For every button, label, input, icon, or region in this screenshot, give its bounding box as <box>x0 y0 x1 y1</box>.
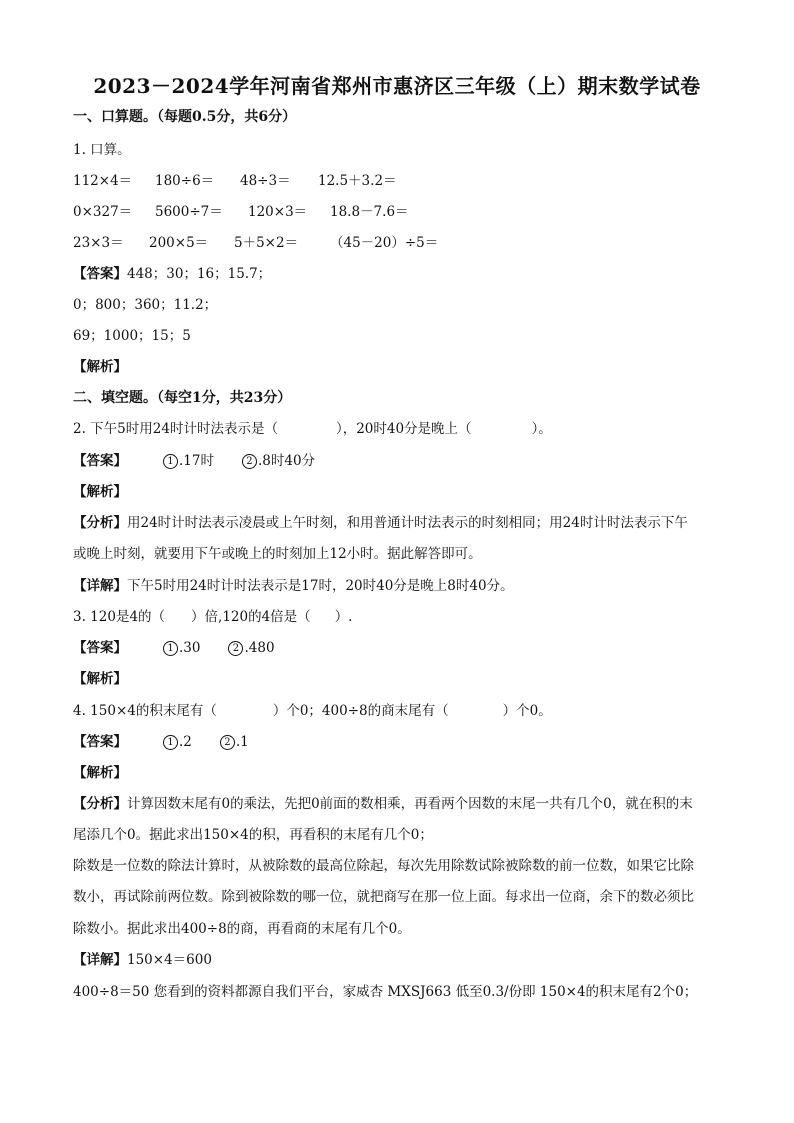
answer-option: .2 <box>179 734 192 750</box>
circled-number: 1 <box>163 454 178 469</box>
q2-stem-part: ）。 <box>531 421 552 437</box>
q2-fenxi-line-1 <box>73 514 688 532</box>
calc-item: 0×327＝ <box>73 204 133 220</box>
calc-item: 200×5＝ <box>149 235 209 251</box>
q3-stem <box>73 608 352 626</box>
q4-fenxi-line-2: 尾添几个0。据此求出150×4的积，再看积的末尾有几个0； <box>73 827 433 843</box>
circled-number: 1 <box>163 641 178 656</box>
answer-option: .480 <box>244 640 275 656</box>
q1-calc-row-2 <box>73 203 409 221</box>
q3-analysis-label: 【解析】 <box>73 671 127 687</box>
fenxi-text: 用24时计时法表示凌晨或上午时刻，和用普通计时法表示的时刻相同；用24时计时法表示下午 <box>127 515 688 531</box>
q4-stem <box>73 702 552 720</box>
fenxi-label: 【分析】 <box>73 515 127 531</box>
q4-stem-part: 4. 150×4的积末尾有（ <box>73 703 217 719</box>
calc-item: 5＋5×2＝ <box>234 235 299 251</box>
section-1-heading: 一、口算题。（每题0.5分，共6分） <box>73 109 297 125</box>
xiangjie-label: 【详解】 <box>73 952 127 968</box>
q4-fenxi-line-3: 除数是一位数的除法计算时，从被除数的最高位除起，每次先用除数试除被除数的前一位数，如果它比除 <box>73 858 694 874</box>
calc-item: 5600÷7＝ <box>155 204 223 220</box>
q2-fenxi-line-2: 或晚上时刻，就要用下午或晚上的时刻加上12小时。据此解答即可。 <box>73 546 482 562</box>
circled-number: 1 <box>163 735 178 750</box>
circled-number: 2 <box>228 641 243 656</box>
q1-answer-line-2: 0；800；360；11.2； <box>73 297 218 313</box>
fenxi-label: 【分析】 <box>73 796 127 812</box>
q3-stem-part: ）. <box>334 609 353 625</box>
q1-answer-line-3: 69；1000；15；5 <box>73 328 191 344</box>
q3-answer <box>73 639 275 657</box>
q3-stem-part: 3. 120是4的（ <box>73 609 166 625</box>
q1-answer <box>73 265 271 283</box>
q4-xiangjie-line-2: 400÷8＝50 您看到的资料都源自我们平台，家威杏 MXSJ663 低至0.3/份即 150×4的积末尾有2个0； <box>73 984 698 1000</box>
circled-number: 2 <box>220 735 235 750</box>
calc-item: 48÷3＝ <box>240 173 291 189</box>
page-title: 2023－2024学年河南省郑州市惠济区三年级（上）期末数学试卷 <box>93 74 701 98</box>
xiangjie-label: 【详解】 <box>73 578 127 594</box>
circled-number: 2 <box>242 454 257 469</box>
q1-stem: 1. 口算。 <box>73 142 131 158</box>
xiangjie-text: 下午5时用24时计时法表示是17时，20时40分是晚上8时40分。 <box>127 578 514 594</box>
q1-calc-row-3 <box>73 234 438 252</box>
q2-stem <box>73 420 552 438</box>
fenxi-text: 计算因数末尾有0的乘法，先把0前面的数相乘，再看两个因数的末尾一共有几个0，就在积的末 <box>127 796 693 812</box>
calc-item: 120×3＝ <box>248 204 308 220</box>
q2-xiangjie <box>73 577 514 595</box>
answer-option: .30 <box>179 640 201 656</box>
q4-answer <box>73 733 249 751</box>
q4-xiangjie-line-1 <box>73 951 212 969</box>
q2-stem-part: 2. 下午5时用24时计时法表示是（ <box>73 421 278 437</box>
q2-analysis-label: 【解析】 <box>73 484 127 500</box>
answer-option: .1 <box>235 734 249 750</box>
q3-stem-part: ）倍,120的4倍是（ <box>191 609 311 625</box>
answer-text: 448；30；16；15.7； <box>127 266 272 282</box>
calc-item: 180÷6＝ <box>155 173 215 189</box>
calc-item: 23×3＝ <box>73 235 124 251</box>
calc-item: 112×4＝ <box>73 173 133 189</box>
q4-stem-part: ）个0。 <box>502 703 552 719</box>
answer-label: 【答案】 <box>73 453 127 469</box>
calc-item: 12.5＋3.2＝ <box>318 173 397 189</box>
q1-analysis-label: 【解析】 <box>73 359 127 375</box>
answer-label: 【答案】 <box>73 734 127 750</box>
answer-option: .17时 <box>179 453 214 469</box>
answer-label: 【答案】 <box>73 266 127 282</box>
q1-calc-row-1 <box>73 172 397 190</box>
q4-analysis-label: 【解析】 <box>73 765 127 781</box>
q4-fenxi-line-1 <box>73 795 693 813</box>
answer-option: .8时40分 <box>257 453 316 469</box>
q2-stem-part: ），20时40分是晚上（ <box>335 421 472 437</box>
q2-answer <box>73 452 315 470</box>
section-2-heading: 二、填空题。（每空1分，共23分） <box>73 390 292 406</box>
q4-stem-part: ）个0；400÷8的商末尾有（ <box>272 703 449 719</box>
calc-item: （45－20）÷5＝ <box>330 235 439 251</box>
xiangjie-text: 150×4＝600 <box>127 952 212 968</box>
q4-fenxi-line-5: 除数小。据此求出400÷8的商，再看商的末尾有几个0。 <box>73 921 411 937</box>
q4-fenxi-line-4: 数小，再试除前两位数。除到被除数的哪一位，就把商写在那一位上面。每求出一位商，余下的数必须比 <box>73 889 694 905</box>
answer-label: 【答案】 <box>73 640 127 656</box>
calc-item: 18.8－7.6＝ <box>330 204 409 220</box>
